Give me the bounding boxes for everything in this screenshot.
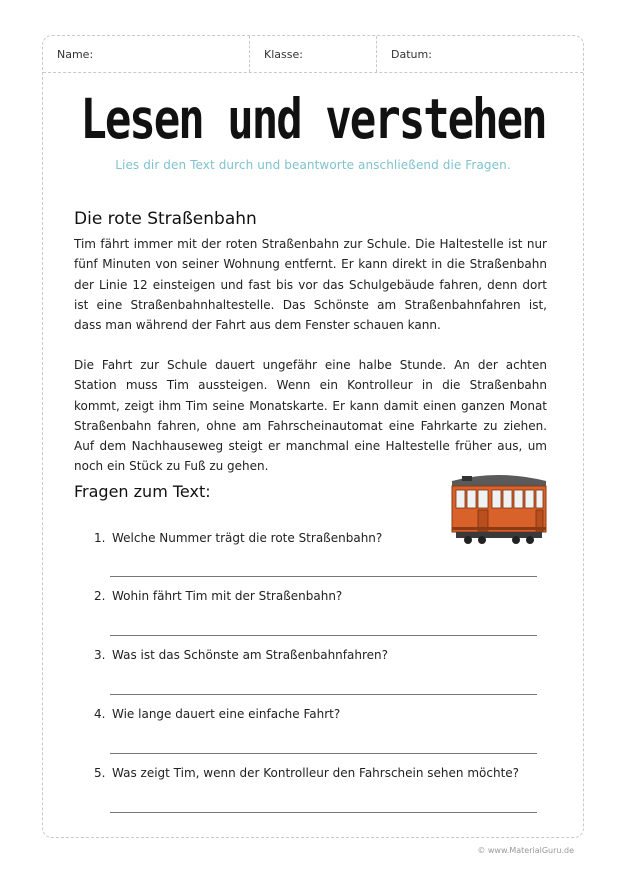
- page-subtitle: Lies dir den Text durch und beantworte anschließend die Fragen.: [115, 158, 511, 172]
- question-number: 1.: [94, 531, 106, 545]
- question-text: Welche Nummer trägt die rote Straßenbahn?: [112, 531, 383, 545]
- class-field-label[interactable]: Klasse:: [250, 36, 377, 72]
- name-field-label[interactable]: Name:: [43, 36, 250, 72]
- story-paragraph-1: Tim fährt immer mit der roten Straßenbahn zur Schule. Die Haltestelle ist nur fünf Minuten von seiner Wohnung entfernt. Er kann direkt in die Straßenbahn der Linie 12 einsteigen und fast bis vor das Schulgebäude fahren, denn dort ist eine Straßenbahnhaltestelle. Das Schönste am Straßenbahnfahren ist, dass man während der Fahrt aus dem Fenster schauen kann.: [74, 237, 547, 333]
- question-text: Wohin fährt Tim mit der Straßenbahn?: [112, 589, 343, 603]
- tram-icon: [448, 467, 550, 547]
- question-text: Wie lange dauert eine einfache Fahrt?: [112, 707, 341, 721]
- answer-line-5[interactable]: [110, 812, 537, 813]
- date-field-label[interactable]: Datum:: [391, 48, 432, 61]
- questions-title: Fragen zum Text:: [74, 482, 211, 501]
- answer-line-1[interactable]: [110, 576, 537, 577]
- question-1: [94, 531, 382, 545]
- question-number: 4.: [94, 707, 106, 721]
- answer-line-4[interactable]: [110, 753, 537, 754]
- question-3: [94, 648, 388, 662]
- answer-line-2[interactable]: [110, 635, 537, 636]
- question-number: 5.: [94, 766, 106, 780]
- copyright-notice: © www.MaterialGuru.de: [477, 846, 574, 855]
- question-number: 2.: [94, 589, 106, 603]
- question-2: [94, 589, 342, 603]
- story-title: Die rote Straßenbahn: [74, 209, 257, 229]
- question-4: [94, 707, 340, 721]
- story-paragraph-2: Die Fahrt zur Schule dauert ungefähr eine halbe Stunde. An der achten Station muss Tim aussteigen. Wenn ein Kontrolleur in die Straßenbahn kommt, zeigt ihm Tim seine Monatskarte. Er kann damit einen ganzen Monat Straßenbahn fahren, ohne am Fahrscheinautomat eine Fahrkarte zu ziehen. Auf dem Nachhauseweg steigt er manchmal eine Haltestelle früher aus, um noch ein Stück zu Fuß zu gehen.: [74, 358, 547, 474]
- answer-line-3[interactable]: [110, 694, 537, 695]
- question-5: [94, 766, 519, 780]
- question-text: Was zeigt Tim, wenn der Kontrolleur den Fahrschein sehen möchte?: [112, 766, 520, 780]
- question-text: Was ist das Schönste am Straßenbahnfahren?: [112, 648, 388, 662]
- page-title: Lesen und verstehen: [80, 88, 546, 152]
- question-number: 3.: [94, 648, 106, 662]
- header-row: [43, 36, 583, 73]
